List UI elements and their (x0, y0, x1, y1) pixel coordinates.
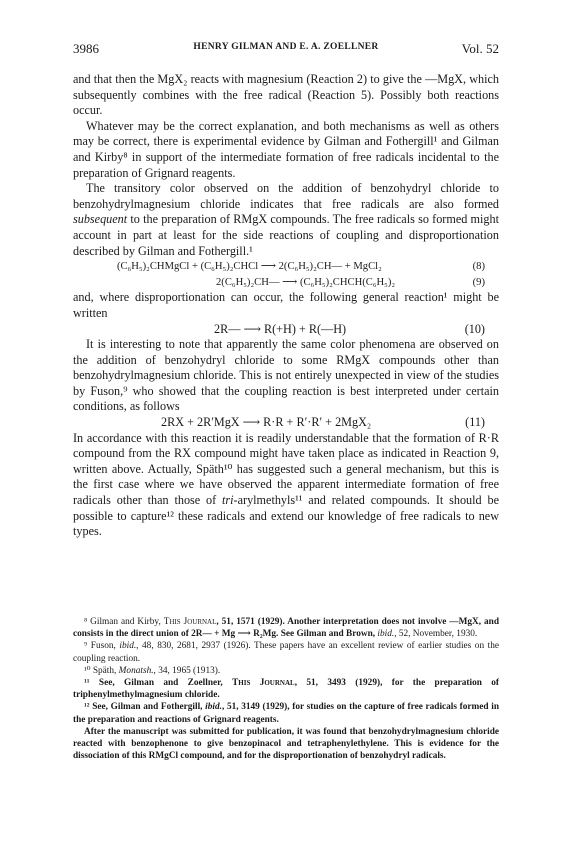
article-body (73, 72, 499, 540)
running-title: HENRY GILMAN AND E. A. ZOELLNER (193, 42, 379, 52)
running-header (73, 41, 499, 57)
paragraph-6 (73, 431, 499, 540)
footnote-12-text-b: , 51, 3149 (1929), for studies on the capture of free radicals formed in the preparation and reactions of Grignard reagents. (73, 702, 499, 725)
footnote-11 (73, 677, 499, 701)
footnote-11-journal: This Journal (232, 678, 295, 689)
emphasis-tri: tri (222, 493, 234, 508)
footnote-10-journal: Monatsh. (118, 665, 154, 676)
equation-9 (73, 275, 499, 291)
footnote-9-text-b: , 48, 830, 2681, 2937 (1926). These papers have an excellent review of earlier studies on the coupling reaction. (73, 641, 499, 664)
footnote-10 (73, 665, 499, 677)
paragraph-3 (73, 181, 499, 259)
footnote-note: After the manuscript was submitted for publication, it was found that benzohydrylmagnesium chloride reacted with benzophenone to give benzopinacol and tetraphenylethylene. This is evidence for the dissociation of this RMgCl compound, and for the disproportionation of benzohydryl radicals. (73, 726, 499, 762)
paragraph-6-text-b: -arylmethyls¹¹ and related compounds. It should be possible to capture¹² these radicals and extend our knowledge of free radicals to new types. (73, 493, 499, 539)
equation-9-number: (9) (472, 276, 485, 288)
footnote-8-text-c: , 52, November, 1930. (394, 629, 478, 640)
footnotes (73, 616, 499, 762)
volume-label: Vol. 52 (461, 41, 499, 56)
footnote-8-text-a: ⁸ Gilman and Kirby, (84, 617, 164, 627)
emphasis-subsequent: subsequent (73, 212, 128, 227)
paragraph-5: It is interesting to note that apparently the same color phenomena are observed on the addition of benzohydryl chloride to some RMgX compounds other than benzohydrylmagnesium chloride. This is not entirely unexpected in view of the studies by Fuson,⁹ who showed that the coupling reaction is best interpreted under certain conditions, as follows (73, 337, 499, 414)
footnote-12 (73, 701, 499, 725)
equation-9-formula: 2(C₆H₅)₂CH— ⟶ (C₆H₅)₂CHCH(C₆H₅)₂ (216, 276, 396, 288)
equation-11 (73, 415, 499, 431)
footnote-8 (73, 616, 499, 640)
footnote-11-text-a: ¹¹ See, Gilman and Zoellner, (84, 678, 233, 689)
footnote-12-ibid: ibid. (205, 702, 222, 713)
equation-11-formula: 2RX + 2R′MgX ⟶ R·R + R′·R′ + 2MgX₂ (161, 415, 372, 430)
footnote-8-journal: This Journal (163, 617, 217, 627)
equation-11-number: (11) (465, 415, 485, 430)
equation-8 (73, 259, 499, 275)
paragraph-1: and that then the MgX₂ reacts with magnesium (Reaction 2) to give the —MgX, which subsequently combines with the free radical (Reaction 5). Possibly both reactions occur. (73, 72, 499, 118)
equation-8-formula: (C₆H₅)₂CHMgCl + (C₆H₅)₂CHCl ⟶ 2(C₆H₅)₂CH— + MgCl₂ (117, 261, 382, 273)
footnote-10-text-b: , 34, 1965 (1913). (153, 665, 221, 676)
paragraph-6-text-a: In accordance with this reaction it is readily understandable that the formation of R·R compound from the RX compound might have taken place as indicated in Reaction 9, written above. Actually, Späth¹⁰ has suggested such a general mechanism, but this is the first case where we have observed the apparent intermediate formation of free radicals other than those of (73, 430, 499, 508)
paragraph-4: and, where disproportionation can occur, the following general reaction¹ might be written (73, 290, 499, 320)
page-number: 3986 (73, 41, 99, 56)
footnote-11-text-b: , 51, 3493 (1929), for the preparation of triphenylmethylmagnesium chloride. (73, 678, 499, 701)
paragraph-3-text-a: The transitory color observed on the addition of benzohydryl chloride to benzohydrylmagnesium chloride indicates that free radicals are also formed (73, 181, 499, 211)
footnote-9 (73, 640, 499, 664)
paragraph-3-text-b: to the preparation of RMgX compounds. The free radicals so formed might account in part at least for the side reactions of coupling and disproportionation described by Gilman and Fothergill.¹ (73, 212, 499, 258)
equation-8-number: (8) (472, 261, 485, 273)
footnote-12-text-a: ¹² See, Gilman and Fothergill, (84, 702, 206, 713)
footnote-8-text-b: , 51, 1571 (1929). Another interpretation does not involve —MgX, and consists in the direct union of 2R— + Mg ⟶ R₂Mg. See Gilman and Brown, (73, 617, 499, 640)
footnote-9-ibid: ibid. (119, 641, 137, 652)
footnote-9-text-a: ⁹ Fuson, (84, 641, 120, 652)
footnote-8-ibid: ibid. (377, 629, 395, 640)
equation-10 (73, 322, 499, 338)
equation-10-formula: 2R— ⟶ R(+H) + R(—H) (214, 321, 347, 336)
equation-10-number: (10) (464, 321, 485, 336)
footnote-10-text-a: ¹⁰ Späth, (84, 665, 119, 676)
paragraph-2: Whatever may be the correct explanation, and both mechanisms as well as others may be correct, there is experimental evidence by Gilman and Fothergill¹ and Gilman and Kirby⁸ in support of the intermediate formation of free radicals incidental to the preparation of Grignard reagents. (73, 118, 499, 180)
